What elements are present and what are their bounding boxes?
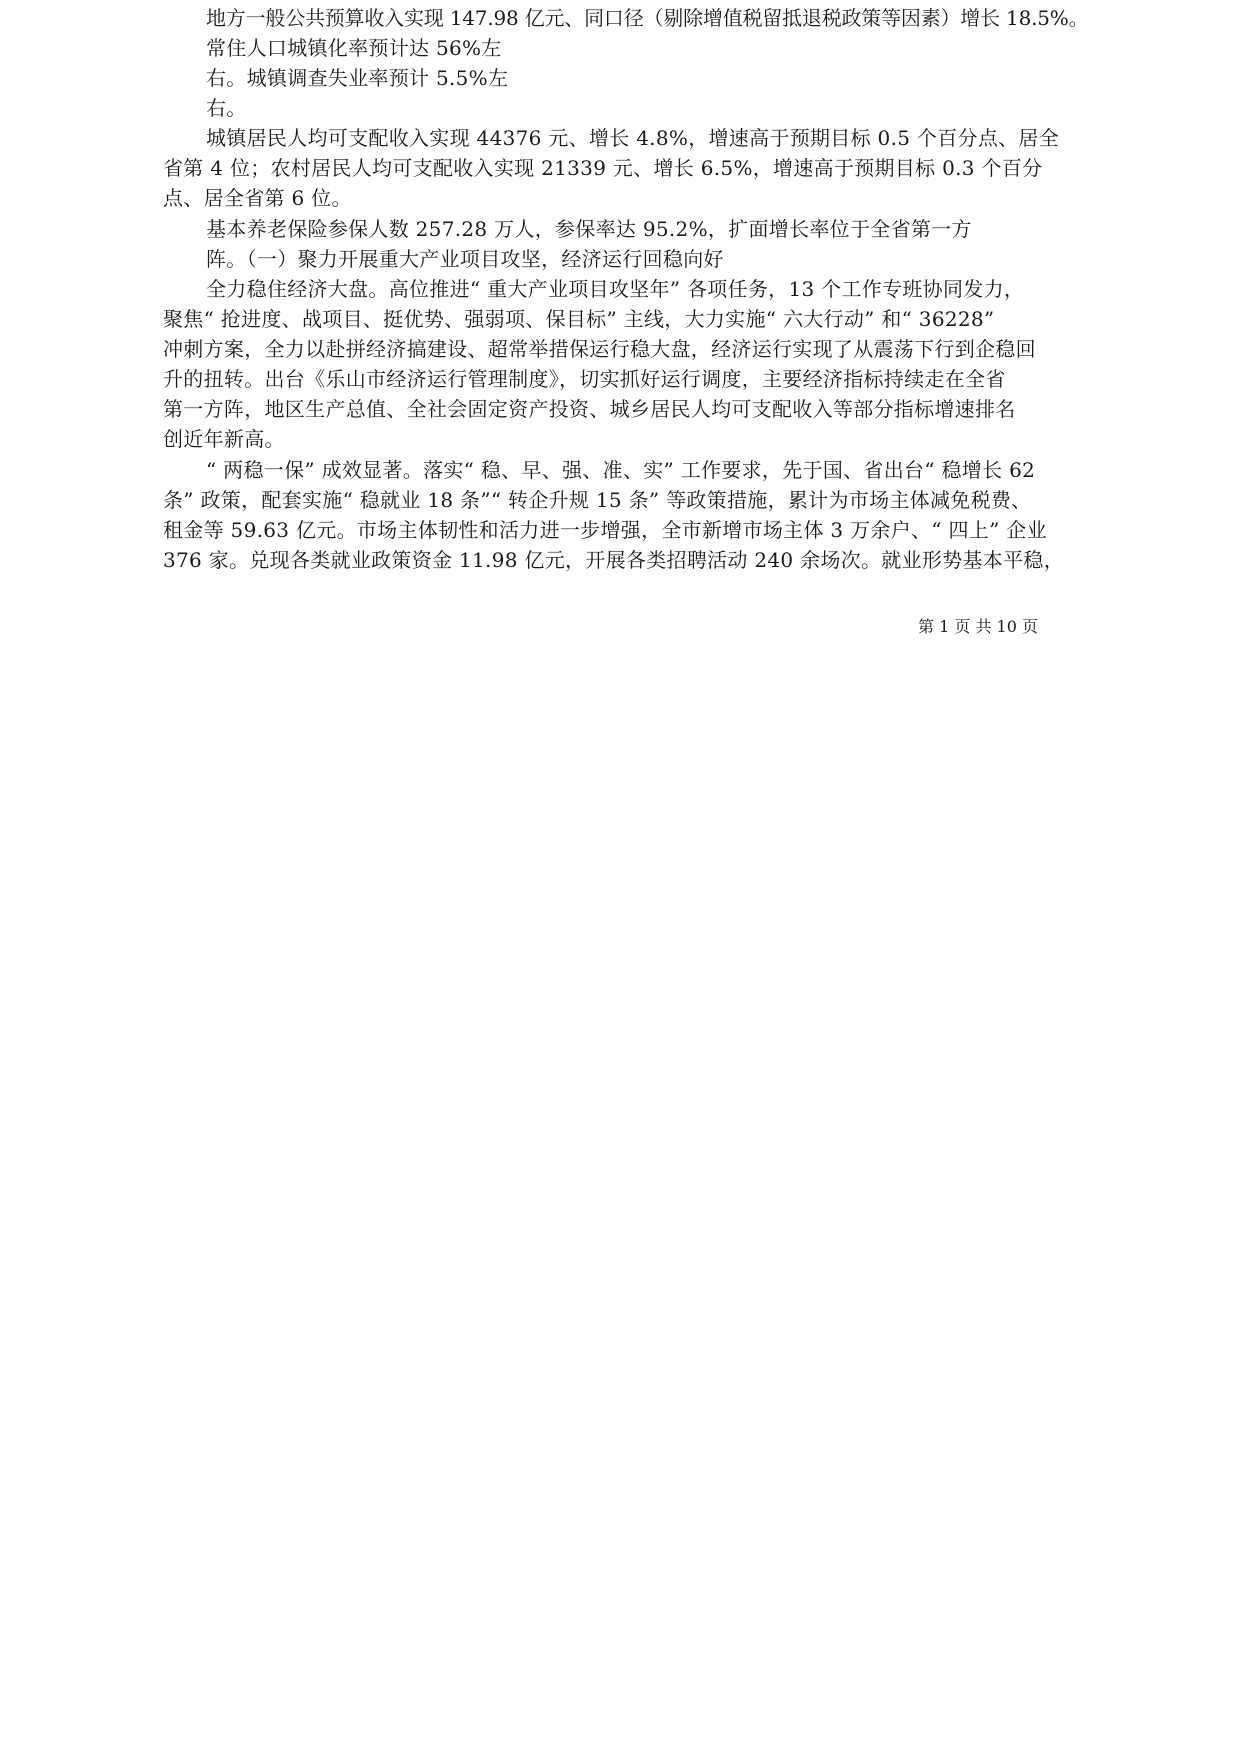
page-number-footer: 第 1 页 共 10 页 xyxy=(918,617,1038,636)
text-line: 租金等 59.63 亿元。市场主体韧性和活力进一步增强，全市新增市场主体 3 万余户、“ 四上” 企业 xyxy=(163,518,1047,542)
text-line: 升的扭转。出台《乐山市经济运行管理制度》，切实抓好运行调度，主要经济指标持续走在全省 xyxy=(163,367,1006,391)
text-line: 右。城镇调查失业率预计 5.5%左 xyxy=(206,66,509,90)
text-line: “ 两稳一保” 成效显著。落实“ 稳、早、强、准、实” 工作要求，先于国、省出台“ 稳增长 62 xyxy=(206,458,1036,482)
text-line: 冲刺方案，全力以赴拼经济搞建设、超常举措保运行稳大盘，经济运行实现了从震荡下行到企稳回 xyxy=(163,337,1036,361)
text-line: 聚焦“ 抢进度、战项目、挺优势、强弱项、保目标” 主线，大力实施“ 六大行动” 和“ 36228” xyxy=(163,307,995,331)
text-line: 常住人口城镇化率预计达 56%左 xyxy=(206,36,502,60)
text-line: 右。 xyxy=(206,96,247,120)
text-line: 城镇居民人均可支配收入实现 44376 元、增长 4.8%，增速高于预期目标 0.5 个百分点、居全 xyxy=(206,126,1060,150)
text-line: 省第 4 位；农村居民人均可支配收入实现 21339 元、增长 6.5%，增速高于预期目标 0.3 个百分 xyxy=(163,156,1043,180)
text-line: 376 家。兑现各类就业政策资金 11.98 亿元，开展各类招聘活动 240 余场次。就业形势基本平稳， xyxy=(163,548,1064,572)
text-line: 全力稳住经济大盘。高位推进“ 重大产业项目攻坚年” 各项任务，13 个工作专班协同发力， xyxy=(206,277,1025,301)
text-line: 条” 政策，配套实施“ 稳就业 18 条”“ 转企升规 15 条” 等政策措施，累计为市场主体减免税费、 xyxy=(163,488,1032,512)
text-line: 创近年新高。 xyxy=(163,427,285,451)
text-line: 第一方阵，地区生产总值、全社会固定资产投资、城乡居民人均可支配收入等部分指标增速排名 xyxy=(163,397,1016,421)
text-line: 阵。（一）聚力开展重大产业项目攻坚，经济运行回稳向好 xyxy=(206,247,724,271)
text-line: 基本养老保险参保人数 257.28 万人，参保率达 95.2%，扩面增长率位于全省第一方 xyxy=(206,217,972,241)
text-line: 地方一般公共预算收入实现 147.98 亿元、同口径（剔除增值税留抵退税政策等因素）增长 18.5%。 xyxy=(206,6,1089,30)
text-line: 点、居全省第 6 位。 xyxy=(163,186,352,210)
